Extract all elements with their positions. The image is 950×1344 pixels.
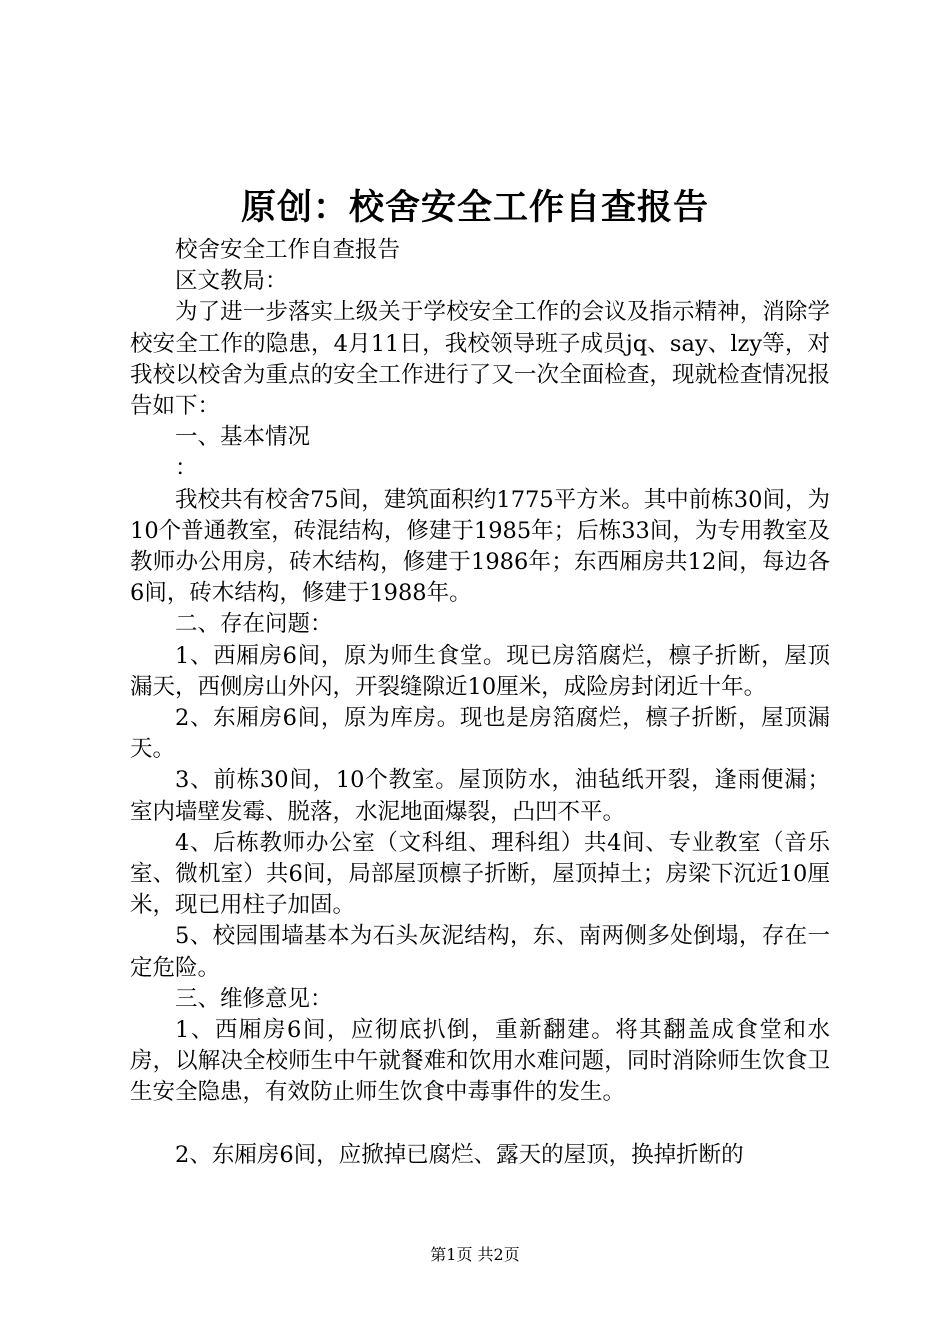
paragraph-problem-4: 4、后栋教师办公室（文科组、理科组）共4间、专业教室（音乐室、微机室）共6间，局部屋顶檩子折断，屋顶掉土；房梁下沉近10厘米，现已用柱子加固。: [130, 829, 830, 919]
paragraph-problem-1: 1、西厢房6间，原为师生食堂。现已房箔腐烂，檩子折断，屋顶漏天，西侧房山外闪，开裂缝隙近10厘米，成险房封闭近十年。: [130, 642, 830, 700]
paragraph-problem-5: 5、校园围墙基本为石头灰泥结构，东、南两侧多处倒塌，存在一定危险。: [130, 923, 830, 981]
paragraph-subtitle: 校舍安全工作自查报告: [175, 237, 401, 263]
paragraph-basic-info: 我校共有校舍75间，建筑面积约1775平方米。其中前栋30间，为10个普通教室，砖混结构，修建于1985年；后栋33间，为专用教室及教师办公用房，砖木结构，修建于1986年；东西厢房共12间，每边各6间，砖木结构，修建于1988年。: [130, 486, 830, 607]
paragraph-problem-2: 2、东厢房6间，原为库房。现也是房箔腐烂，檩子折断，屋顶漏天。: [130, 705, 830, 763]
paragraph-repair-1: 1、西厢房6间，应彻底扒倒，重新翻建。将其翻盖成食堂和水房，以解决全校师生中午就餐难和饮用水难问题，同时消除师生饮食卫生安全隐患，有效防止师生饮食中毒事件的发生。: [130, 1017, 830, 1106]
page-number-footer: 第1页 共2页: [430, 1245, 520, 1264]
section-heading-repair: 三、维修意见：: [175, 985, 333, 1012]
paragraph-repair-2: 2、东厢房6间，应掀掉已腐烂、露天的屋顶，换掉折断的: [175, 1141, 744, 1168]
section-heading-problems: 二、存在问题：: [175, 611, 333, 638]
paragraph-addressee: 区文教局：: [175, 268, 288, 295]
document-body: [130, 235, 830, 1171]
document-title: 原创：校舍安全工作自查报告: [240, 187, 709, 228]
paragraph-intro: 为了进一步落实上级关于学校安全工作的会议及指示精神，消除学校安全工作的隐患，4月11日，我校领导班子成员jq、say、lzy等，对我校以校舍为重点的安全工作进行了又一次全面检查，现就检查情况报告如下：: [130, 299, 830, 420]
section-heading-basic: 一、基本情况: [175, 424, 311, 451]
paragraph-problem-3: 3、前栋30间，10个教室。屋顶防水，油毡纸开裂，逢雨便漏；室内墙壁发霉、脱落，水泥地面爆裂，凸凹不平。: [130, 767, 830, 825]
paragraph-colon: ：: [175, 455, 198, 482]
